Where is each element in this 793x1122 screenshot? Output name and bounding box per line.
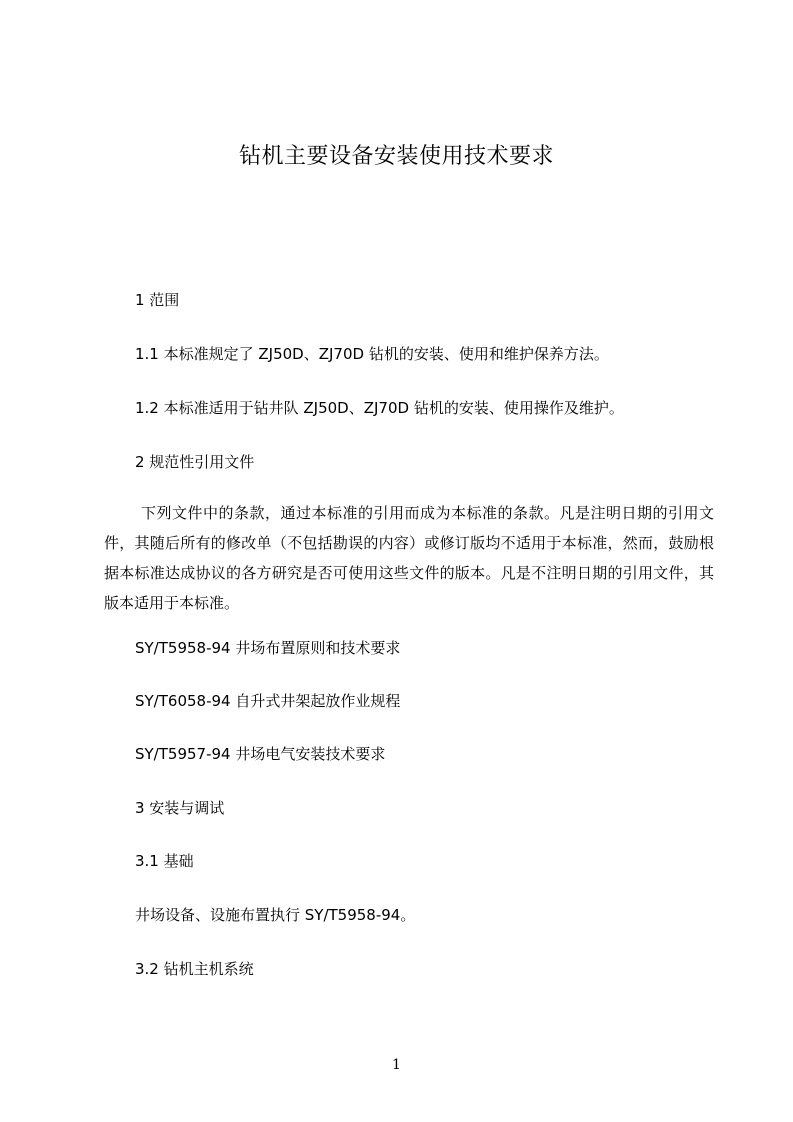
clause-1-1: 1.1 本标准规定了 ZJ50D、ZJ70D 钻机的安装、使用和维护保养方法。: [135, 345, 609, 363]
clause-3-2-heading: 3.2 钻机主机系统: [135, 960, 254, 978]
clause-3-1-heading: 3.1 基础: [135, 852, 194, 870]
reference-1: SY/T5958-94 井场布置原则和技术要求: [135, 639, 401, 657]
section-1-heading: 1 范围: [135, 291, 180, 309]
section-2-heading: 2 规范性引用文件: [135, 453, 255, 471]
reference-2: SY/T6058-94 自升式井架起放作业规程: [135, 692, 401, 710]
document-title: 钻机主要设备安装使用技术要求: [238, 144, 554, 169]
clause-3-1-text: 井场设备、设施布置执行 SY/T5958-94。: [135, 906, 416, 924]
page-number: 1: [392, 1057, 401, 1073]
section-3-heading: 3 安装与调试: [135, 799, 225, 817]
section-2-paragraph: 下列文件中的条款，通过本标准的引用而成为本标准的条款。凡是注明日期的引用文件，其随后所有的修改单（不包括勘误的内容）或修订版均不适用于本标准，然而，鼓励根据本标准达成协议的各方研究是否可使用这些文件的版本。凡是不注明日期的引用文件，其版本适用于本标准。: [104, 504, 714, 612]
clause-1-2: 1.2 本标准适用于钻井队 ZJ50D、ZJ70D 钻机的安装、使用操作及维护。: [135, 399, 624, 417]
reference-3: SY/T5957-94 井场电气安装技术要求: [135, 745, 386, 763]
